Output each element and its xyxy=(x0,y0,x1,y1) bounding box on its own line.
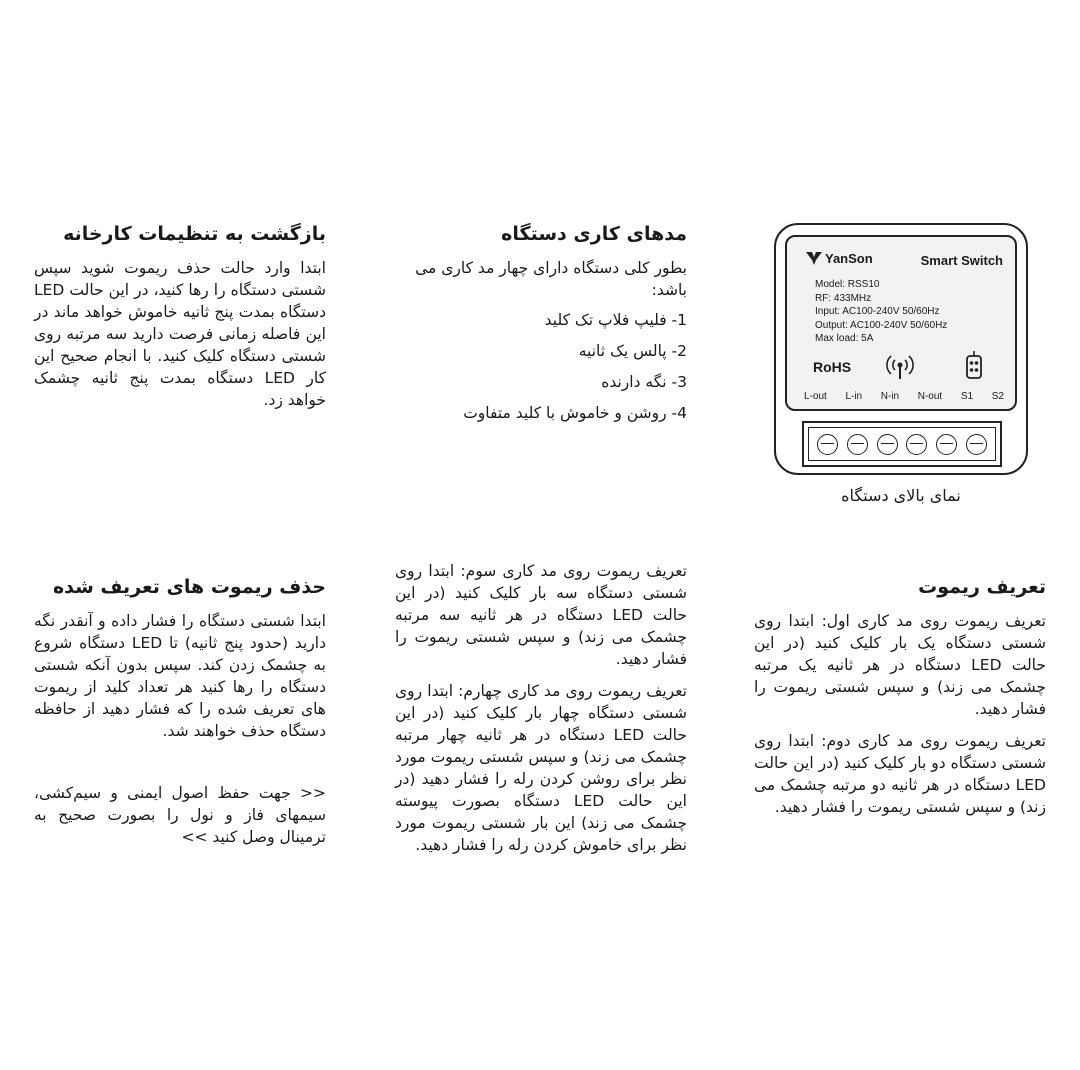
delete-remotes-body: ابتدا شستی دستگاه را فشار داده و آنقدر نگه دارید (حدود پنج ثانیه) تا LED دستگاه شروع به چشمک زدن کند. سپس بدون آنکه شستی دستگاه را رها کنید هر تعداد کلید از ریموت های تعریف شده را که فشار دهید از حافظه دستگاه حذف خواهند شد. xyxy=(34,611,326,740)
terminal-label: N-in xyxy=(880,391,900,402)
device-specs xyxy=(815,278,947,346)
modes-section xyxy=(395,222,687,429)
modes-list xyxy=(395,305,687,429)
remote-modes-3-4-section xyxy=(395,560,687,866)
device-product-name: Smart Switch xyxy=(920,253,1003,268)
spec-line: RF: 433MHz xyxy=(815,292,872,304)
remote-control-icon xyxy=(965,351,983,379)
terminal-labels xyxy=(804,391,1004,402)
factory-reset-title: بازگشت به تنظیمات کارخانه xyxy=(63,223,326,245)
remote-mode-3-text: تعریف ریموت روی مد کاری سوم: ابتدا روی شستی دستگاه سه بار کلیک کنید (در این حالت LED دستگاه در هر ثانیه سه مرتبه چشمک می زند) و سپس شستی ریموت را فشار دهید. xyxy=(395,562,687,668)
spec-line: Input: AC100-240V 50/60Hz xyxy=(815,306,940,317)
terminal-screw-icon xyxy=(877,434,898,455)
spec-line: Output: AC100-240V 50/60Hz xyxy=(815,319,948,331)
delete-remotes-title: حذف ریموت های تعریف شده xyxy=(52,576,326,598)
modes-intro: بطور کلی دستگاه دارای چهار مد کاری می باشد: xyxy=(415,258,687,299)
remote-mode-4-text: تعریف ریموت روی مد کاری چهارم: ابتدا روی شستی دستگاه چهار بار کلیک کنید (در این حالت LED دستگاه در هر ثانیه چهار مرتبه چشمک می زند) و سپس شستی ریموت مورد نظر برای روشن کردن رله را فشار دهید (در این حالت LED دستگاه بصورت پیوسته چشمک می زند) این بار شستی ریموت مورد نظر برای خاموش کردن رله را فشار دهید. xyxy=(395,682,687,854)
device-illustration xyxy=(774,223,1028,475)
terminal-label: L-in xyxy=(845,391,863,402)
remote-mode-2-text: تعریف ریموت روی مد کاری دوم: ابتدا روی شستی دستگاه دو بار کلیک کنید (در این حالت LED دستگاه در هر ثانیه دو مرتبه چشمک می زند) و سپس شستی ریموت را فشار دهید. xyxy=(754,731,1046,816)
delete-remotes-section xyxy=(34,575,326,858)
list-item: 4- روشن و خاموش با کلید متفاوت xyxy=(463,403,687,422)
factory-reset-section xyxy=(34,222,326,421)
terminal-label: S2 xyxy=(991,391,1004,402)
wireless-signal-icon xyxy=(885,354,915,380)
spec-line: Model: RSS10 xyxy=(815,279,880,290)
list-item: 2- پالس یک ثانیه xyxy=(578,341,687,360)
rohs-mark: RoHS xyxy=(813,359,852,375)
terminal-label: N-out xyxy=(917,391,943,402)
remote-define-title: تعریف ریموت xyxy=(918,576,1046,598)
device-label-panel xyxy=(785,235,1017,411)
terminal-screw-icon xyxy=(906,434,927,455)
device-brand: YanSon xyxy=(825,251,873,266)
remote-define-section xyxy=(754,575,1046,828)
terminal-block xyxy=(802,421,1002,467)
factory-reset-body: ابتدا وارد حالت حذف ریموت شوید سپس شستی دستگاه را رها کنید، در این حالت LED دستگاه بمدت پنج ثانیه خاموش خواهد ماند در این فاصله زمانی فرصت دارید سه مرتبه روی شستی دستگاه کلیک کنید. با انجام صحیح این کار LED دستگاه بمدت پنج ثانیه چشمک خواهد زد. xyxy=(34,258,327,409)
remote-mode-1-text: تعریف ریموت روی مد کاری اول: ابتدا روی شستی دستگاه یک بار کلیک کنید (در این حالت LED دستگاه در هر ثانیه یک مرتبه چشمک می زند) و سپس شستی ریموت را فشار دهید. xyxy=(754,611,1046,718)
terminal-label: S1 xyxy=(960,391,974,402)
list-item: 1- فلیپ فلاپ تک کلید xyxy=(544,310,687,329)
modes-title: مدهای کاری دستگاه xyxy=(501,223,687,245)
spec-line: Max load: 5A xyxy=(815,333,874,344)
device-caption: نمای بالای دستگاه xyxy=(841,486,961,505)
list-item: 3- نگه دارنده xyxy=(601,372,687,391)
yanson-logo-icon xyxy=(805,250,823,266)
terminal-screw-icon xyxy=(966,434,987,455)
terminal-screw-icon xyxy=(847,434,868,455)
terminal-screw-icon xyxy=(817,434,838,455)
terminal-label: L-out xyxy=(804,391,827,402)
terminal-strip xyxy=(808,427,996,461)
terminal-screw-icon xyxy=(936,434,957,455)
safety-note: << جهت حفظ اصول ایمنی و سیم‌کشی، سیمهای فاز و نول را بصورت صحیح به ترمینال وصل کنید >> xyxy=(34,783,326,846)
